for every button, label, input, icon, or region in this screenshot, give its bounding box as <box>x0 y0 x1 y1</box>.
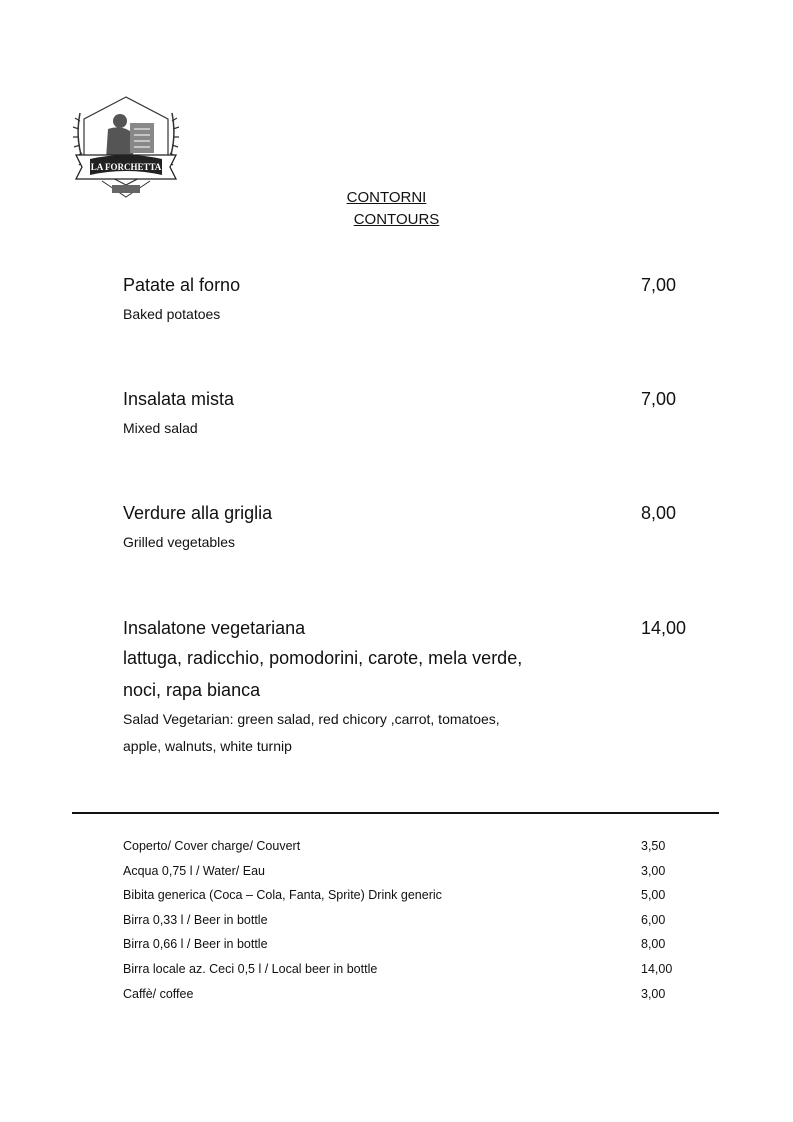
item-price: 8,00 <box>641 503 677 523</box>
menu-item <box>123 499 703 556</box>
extras-row <box>123 885 683 910</box>
item-description-it: lattuga, radicchio, pomodorini, carote, mela verde, <box>123 648 523 668</box>
extra-price: 5,00 <box>641 888 666 903</box>
item-name: Patate al forno <box>123 275 241 295</box>
item-name: Verdure alla griglia <box>123 503 273 523</box>
extra-price: 14,00 <box>641 961 673 976</box>
extra-label: Acqua 0,75 l / Water/ Eau <box>123 863 265 878</box>
extra-price: 3,00 <box>641 863 666 878</box>
menu-item <box>123 614 703 760</box>
extras-row <box>123 836 683 861</box>
extra-label: Birra 0,66 l / Beer in bottle <box>123 937 268 952</box>
item-description-en: Grilled vegetables <box>123 534 236 550</box>
extra-price: 8,00 <box>641 937 666 952</box>
section-divider <box>72 812 719 814</box>
extras-list <box>123 836 683 1008</box>
extras-row <box>123 910 683 935</box>
extra-label: Bibita generica (Coca – Cola, Fanta, Sprite) Drink generic <box>123 888 442 903</box>
menu-item <box>123 385 703 442</box>
extra-label: Coperto/ Cover charge/ Couvert <box>123 839 301 853</box>
item-description-en: Mixed salad <box>123 420 198 436</box>
extra-price: 6,00 <box>641 912 666 927</box>
item-price: 7,00 <box>641 275 677 295</box>
extras-row <box>123 984 683 1009</box>
menu-item <box>123 271 703 328</box>
extra-price: 3,50 <box>641 839 666 853</box>
item-description-it: noci, rapa bianca <box>123 680 261 700</box>
extras-row <box>123 959 683 984</box>
item-name: Insalatone vegetariana <box>123 618 306 638</box>
item-price: 14,00 <box>641 618 687 638</box>
item-description-en: apple, walnuts, white turnip <box>123 738 292 754</box>
section-title-it: CONTORNI <box>346 189 427 206</box>
extras-row <box>123 861 683 886</box>
item-name: Insalata mista <box>123 389 235 409</box>
extras-row <box>123 934 683 959</box>
extra-label: Birra 0,33 l / Beer in bottle <box>123 912 268 927</box>
section-title-en: CONTOURS <box>353 211 440 228</box>
item-description-en: Salad Vegetarian: green salad, red chicory ,carrot, tomatoes, <box>123 711 500 727</box>
extra-price: 3,00 <box>641 986 666 1001</box>
item-description-en: Baked potatoes <box>123 306 221 322</box>
extra-label: Birra locale az. Ceci 0,5 l / Local beer in bottle <box>123 961 378 976</box>
item-price: 7,00 <box>641 389 677 409</box>
svg-text:RISTORANTE: RISTORANTE <box>113 155 139 160</box>
svg-text:LA FORCHETTA: LA FORCHETTA <box>90 162 162 172</box>
extra-label: Caffè/ coffee <box>123 986 194 1001</box>
